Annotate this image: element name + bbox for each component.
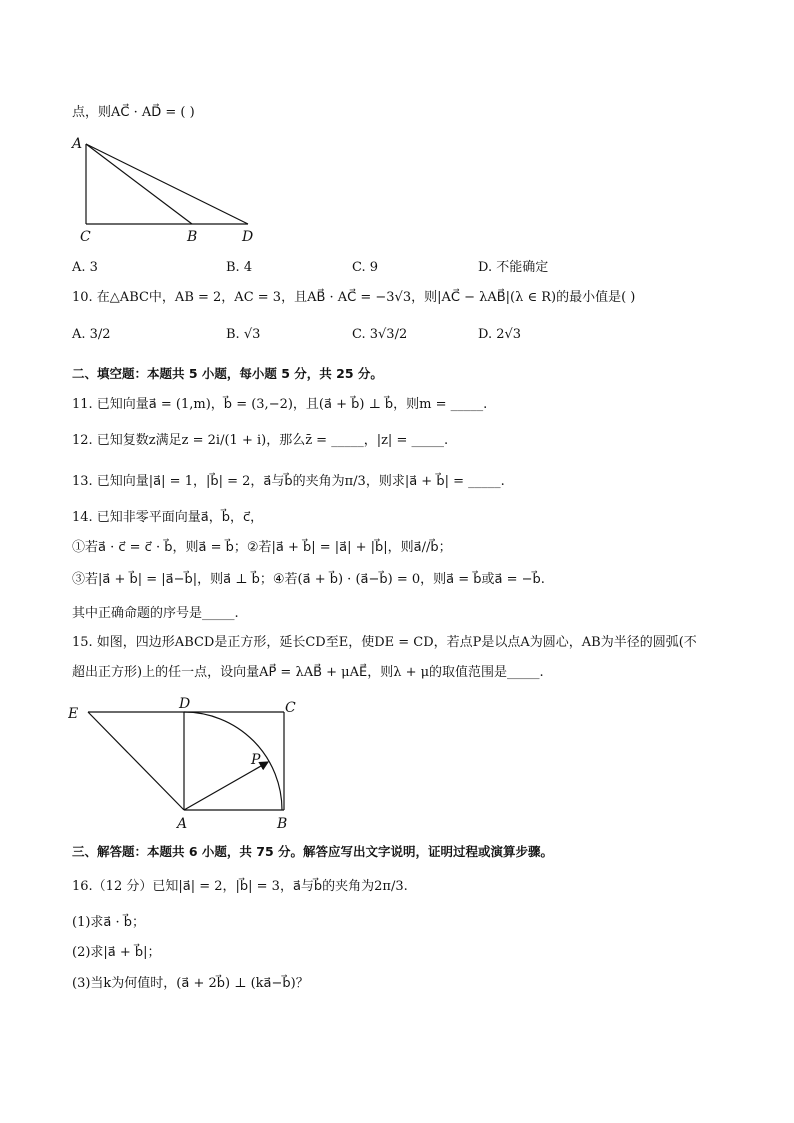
q16-stem: 16.（12 分）已知|a⃗| = 2，|b⃗| = 3，a⃗与b⃗的夹角为2π/3.: [72, 879, 408, 894]
q16-part-2: (2)求|a⃗ + b⃗|；: [72, 945, 161, 960]
q15-stem-line1: 15. 如图，四边形ABCD是正方形，延长CD至E，使DE = CD，若点P是以点A为圆心，AB为半径的圆弧(不: [72, 635, 697, 650]
q14-statements-1: ①若a⃗ · c⃗ = c⃗ · b⃗，则a⃗ = b⃗；②若|a⃗ + b⃗| = |a⃗| + |b⃗|，则a⃗//b⃗；: [72, 540, 452, 555]
label-E: E: [68, 706, 79, 722]
q15-stem-line2: 超出正方形)上的任一点，设向量AP⃗ = λAB⃗ + μAE⃗，则λ + μ的取值范围是_____.: [72, 665, 544, 680]
q9-triangle-figure: [70, 134, 270, 246]
label-C: C: [285, 700, 296, 716]
q10-stem: 10. 在△ABC中，AB = 2，AC = 3，且AB⃗ · AC⃗ = −3√3，则|AC⃗ − λAB⃗|(λ ∈ R)的最小值是( ): [72, 290, 636, 305]
q10-option-b: B. √3: [226, 327, 261, 342]
q15-square-figure: [68, 694, 308, 832]
q13: 13. 已知向量|a⃗| = 1，|b⃗| = 2，a⃗与b⃗的夹角为π/3，则求|a⃗ + b⃗| = _____.: [72, 474, 505, 489]
label-D: D: [242, 229, 254, 245]
section-2-heading: 二、填空题：本题共 5 小题，每小题 5 分，共 25 分。: [72, 366, 383, 381]
q16-part-3: (3)当k为何值时，(a⃗ + 2b⃗) ⊥ (ka⃗−b⃗)？: [72, 976, 309, 991]
q14-statements-2: ③若|a⃗ + b⃗| = |a⃗−b⃗|，则a⃗ ⊥ b⃗；④若(a⃗ + b⃗) · (a⃗−b⃗) = 0，则a⃗ = b⃗或a⃗ = −b⃗.: [72, 572, 545, 587]
q10-option-a: A. 3/2: [72, 327, 111, 342]
label-B: B: [187, 229, 198, 245]
q10-option-c: C. 3√3/2: [352, 327, 408, 342]
q16-part-1: (1)求a⃗ · b⃗；: [72, 915, 146, 930]
q9-option-b: B. 4: [226, 260, 253, 275]
q9-option-d: D. 不能确定: [478, 260, 549, 275]
q10-option-d: D. 2√3: [478, 327, 522, 342]
label-C: C: [80, 229, 91, 245]
q9-option-a: A. 3: [72, 260, 98, 275]
q14-stem: 14. 已知非零平面向量a⃗，b⃗，c⃗，: [72, 510, 264, 525]
label-D: D: [179, 696, 191, 712]
section-3-heading: 三、解答题：本题共 6 小题，共 75 分。解答应写出文字说明，证明过程或演算步骤。: [72, 844, 554, 859]
label-A: A: [72, 136, 83, 152]
q12: 12. 已知复数z满足z = 2i/(1 + i)，那么z̄ = _____，|z| = _____.: [72, 433, 449, 448]
q11: 11. 已知向量a⃗ = (1,m)，b⃗ = (3,−2)，且(a⃗ + b⃗) ⊥ b⃗，则m = _____.: [72, 397, 488, 412]
q9-stem-tail: 点，则AC⃗ · AD⃗ = ( ): [72, 105, 195, 120]
label-A: A: [177, 816, 188, 832]
label-B: B: [277, 816, 288, 832]
label-P: P: [251, 752, 261, 768]
q14-question: 其中正确命题的序号是_____.: [72, 606, 239, 621]
q9-option-c: C. 9: [352, 260, 379, 275]
